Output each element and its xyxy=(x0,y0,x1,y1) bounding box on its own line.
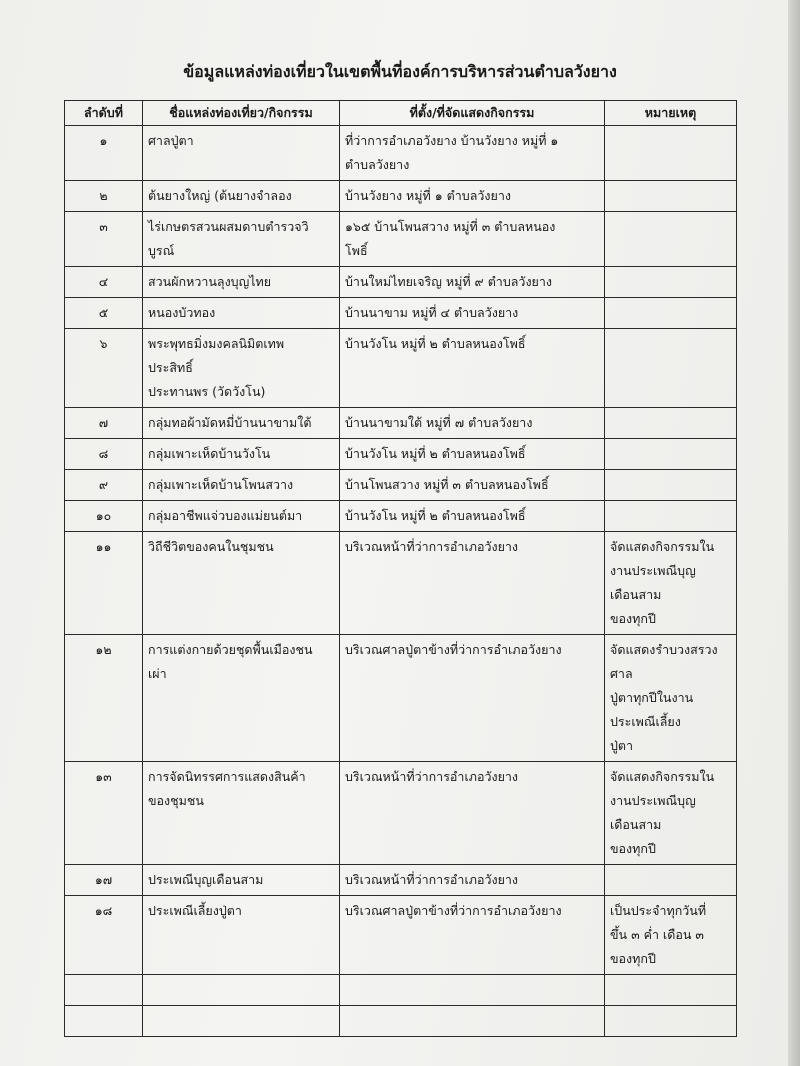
table-row xyxy=(65,181,737,212)
note-line: เดือนสาม xyxy=(610,587,662,602)
note-line: เดือนสาม xyxy=(610,817,662,832)
cell-no xyxy=(65,975,143,1006)
cell-place xyxy=(340,181,605,212)
cell-name xyxy=(143,329,340,408)
cell-place xyxy=(340,329,605,408)
cell-note xyxy=(605,501,737,532)
note-line: งานประเพณีบุญ xyxy=(610,793,696,808)
cell-place xyxy=(340,1006,605,1037)
name-line: ประทานพร (วัดวังโน) xyxy=(148,384,266,399)
attractions-table xyxy=(64,100,737,1037)
place-line: บ้านวังโน หมู่ที่ ๒ ตำบลหนองโพธิ์ xyxy=(345,336,526,351)
note-line: ของทุกปี xyxy=(610,611,656,626)
place-line: บ้านนาขาม หมู่ที่ ๔ ตำบลวังยาง xyxy=(345,305,519,320)
cell-name xyxy=(143,470,340,501)
table-row xyxy=(65,865,737,896)
note-line: ปู่ตา xyxy=(610,738,634,753)
cell-no: ๕ xyxy=(65,298,143,329)
cell-name xyxy=(143,408,340,439)
cell-name xyxy=(143,532,340,635)
cell-name xyxy=(143,1006,340,1037)
cell-note xyxy=(605,298,737,329)
table-row xyxy=(65,1006,737,1037)
place-line: ตำบลวังยาง xyxy=(345,157,410,172)
note-line: จัดแสดงกิจกรรมใน xyxy=(610,539,715,554)
cell-place xyxy=(340,408,605,439)
name-line: วิถีชีวิตของคนในชุมชน xyxy=(148,539,274,554)
cell-place xyxy=(340,975,605,1006)
cell-no xyxy=(65,1006,143,1037)
note-line: จัดแสดงรำบวงสรวง xyxy=(610,642,718,657)
header-name: ชื่อแหล่งท่องเที่ยว/กิจกรรม xyxy=(143,101,340,126)
table-row xyxy=(65,298,737,329)
name-line: พระพุทธมิ่งมงคลนิมิตเทพ xyxy=(148,336,285,351)
cell-no: ๑๗ xyxy=(65,865,143,896)
place-line: บ้านนาขามใต้ หมู่ที่ ๗ ตำบลวังยาง xyxy=(345,415,533,430)
cell-note xyxy=(605,865,737,896)
cell-note xyxy=(605,762,737,865)
name-line: หนองบัวทอง xyxy=(148,305,216,320)
cell-place xyxy=(340,212,605,267)
place-line: บริเวณศาลปู่ตาข้างที่ว่าการอำเภอวังยาง xyxy=(345,903,562,918)
cell-place xyxy=(340,501,605,532)
cell-name xyxy=(143,126,340,181)
place-line: บ้านโพนสวาง หมู่ที่ ๓ ตำบลหนองโพธิ์ xyxy=(345,477,549,492)
name-line: เผ่า xyxy=(148,666,167,681)
name-line: ต้นยางใหญ่ (ต้นยางจำลอง xyxy=(148,188,292,203)
place-line: บ้านวังยาง หมู่ที่ ๑ ตำบลวังยาง xyxy=(345,188,511,203)
name-line: ประสิทธิ์ xyxy=(148,360,193,375)
paper-edge xyxy=(788,0,800,1066)
cell-note xyxy=(605,532,737,635)
note-line: ปู่ตาทุกปีในงาน xyxy=(610,690,694,705)
table-body xyxy=(65,126,737,1037)
table-row xyxy=(65,975,737,1006)
table-row xyxy=(65,329,737,408)
cell-no: ๙ xyxy=(65,470,143,501)
name-line: บูรณ์ xyxy=(148,243,175,258)
place-line: โพธิ์ xyxy=(345,243,368,258)
cell-note xyxy=(605,212,737,267)
cell-place xyxy=(340,896,605,975)
name-line: การแต่งกายด้วยชุดพื้นเมืองชน xyxy=(148,642,313,657)
place-line: ๑๖๕ บ้านโพนสวาง หมู่ที่ ๓ ตำบลหนอง xyxy=(345,219,556,234)
cell-place xyxy=(340,470,605,501)
cell-note xyxy=(605,126,737,181)
note-line: ประเพณีเลี้ยง xyxy=(610,714,681,729)
cell-note xyxy=(605,267,737,298)
note-line: งานประเพณีบุญ xyxy=(610,563,696,578)
table-row xyxy=(65,267,737,298)
cell-place xyxy=(340,267,605,298)
table-row xyxy=(65,532,737,635)
cell-no: ๑ xyxy=(65,126,143,181)
cell-no: ๒ xyxy=(65,181,143,212)
place-line: บ้านวังโน หมู่ที่ ๒ ตำบลหนองโพธิ์ xyxy=(345,508,526,523)
cell-name xyxy=(143,975,340,1006)
name-line: กลุ่มทอผ้ามัดหมี่บ้านนาขามใต้ xyxy=(148,415,312,430)
cell-name xyxy=(143,298,340,329)
name-line: กลุ่มอาชีพแจ่วบองแม่ยนต์มา xyxy=(148,508,303,523)
place-line: บริเวณหน้าที่ว่าการอำเภอวังยาง xyxy=(345,872,519,887)
name-line: กลุ่มเพาะเห็ดบ้านโพนสวาง xyxy=(148,477,294,492)
note-line: ของทุกปี xyxy=(610,841,656,856)
name-line: ประเพณีบุญเดือนสาม xyxy=(148,872,264,887)
cell-name xyxy=(143,181,340,212)
note-line: ศาล xyxy=(610,666,633,681)
cell-place xyxy=(340,126,605,181)
cell-note xyxy=(605,1006,737,1037)
cell-place xyxy=(340,532,605,635)
table-row xyxy=(65,439,737,470)
cell-note xyxy=(605,975,737,1006)
table-row xyxy=(65,635,737,762)
header-location: ที่ตั้ง/ที่จัดแสดงกิจกรรม xyxy=(340,101,605,126)
cell-name xyxy=(143,635,340,762)
cell-note xyxy=(605,896,737,975)
cell-note xyxy=(605,329,737,408)
cell-no: ๑๘ xyxy=(65,896,143,975)
note-line: ของทุกปี xyxy=(610,951,656,966)
cell-name xyxy=(143,896,340,975)
cell-no: ๑๐ xyxy=(65,501,143,532)
note-line: ขึ้น ๓ ค่ำ เดือน ๓ xyxy=(610,927,704,942)
name-line: กลุ่มเพาะเห็ดบ้านวังโน xyxy=(148,446,271,461)
cell-no: ๑๑ xyxy=(65,532,143,635)
cell-name xyxy=(143,501,340,532)
name-line: ของชุมชน xyxy=(148,793,204,808)
table-row xyxy=(65,470,737,501)
table-row xyxy=(65,212,737,267)
name-line: ศาลปู่ตา xyxy=(148,133,194,148)
table-row xyxy=(65,896,737,975)
cell-name xyxy=(143,212,340,267)
cell-no: ๗ xyxy=(65,408,143,439)
cell-no: ๓ xyxy=(65,212,143,267)
cell-place xyxy=(340,439,605,470)
place-line: บ้านใหม่ไทยเจริญ หมู่ที่ ๙ ตำบลวังยาง xyxy=(345,274,552,289)
place-line: บริเวณศาลปู่ตาข้างที่ว่าการอำเภอวังยาง xyxy=(345,642,562,657)
name-line: การจัดนิทรรศการแสดงสินค้า xyxy=(148,769,306,784)
document-title: ข้อมูลแหล่งท่องเที่ยวในเขตพื้นที่องค์การบริหารส่วนตำบลวังยาง xyxy=(183,62,617,81)
name-line: ประเพณีเลี้ยงปู่ตา xyxy=(148,903,242,918)
cell-name xyxy=(143,267,340,298)
cell-name xyxy=(143,762,340,865)
cell-no: ๔ xyxy=(65,267,143,298)
cell-place xyxy=(340,298,605,329)
header-remark: หมายเหตุ xyxy=(605,101,737,126)
note-line: เป็นประจำทุกวันที่ xyxy=(610,903,707,918)
cell-note xyxy=(605,439,737,470)
cell-name xyxy=(143,439,340,470)
table-row xyxy=(65,126,737,181)
cell-note xyxy=(605,408,737,439)
cell-no: ๑๓ xyxy=(65,762,143,865)
name-line: สวนผักหวานลุงบุญไทย xyxy=(148,274,272,289)
cell-place xyxy=(340,635,605,762)
cell-note xyxy=(605,181,737,212)
cell-no: ๑๒ xyxy=(65,635,143,762)
cell-note xyxy=(605,635,737,762)
place-line: บริเวณหน้าที่ว่าการอำเภอวังยาง xyxy=(345,769,519,784)
cell-no: ๘ xyxy=(65,439,143,470)
cell-no: ๖ xyxy=(65,329,143,408)
name-line: ไร่เกษตรสวนผสมดาบตำรวจวิ xyxy=(148,219,309,234)
table-row xyxy=(65,408,737,439)
cell-note xyxy=(605,470,737,501)
table-header-row xyxy=(65,101,737,126)
note-line: จัดแสดงกิจกรรมใน xyxy=(610,769,715,784)
cell-place xyxy=(340,865,605,896)
table-row xyxy=(65,762,737,865)
cell-name xyxy=(143,865,340,896)
place-line: บ้านวังโน หมู่ที่ ๒ ตำบลหนองโพธิ์ xyxy=(345,446,526,461)
table-row xyxy=(65,501,737,532)
place-line: บริเวณหน้าที่ว่าการอำเภอวังยาง xyxy=(345,539,519,554)
cell-place xyxy=(340,762,605,865)
place-line: ที่ว่าการอำเภอวังยาง บ้านวังยาง หมู่ที่ ๑ xyxy=(345,133,559,148)
header-order: ลำดับที่ xyxy=(65,101,143,126)
